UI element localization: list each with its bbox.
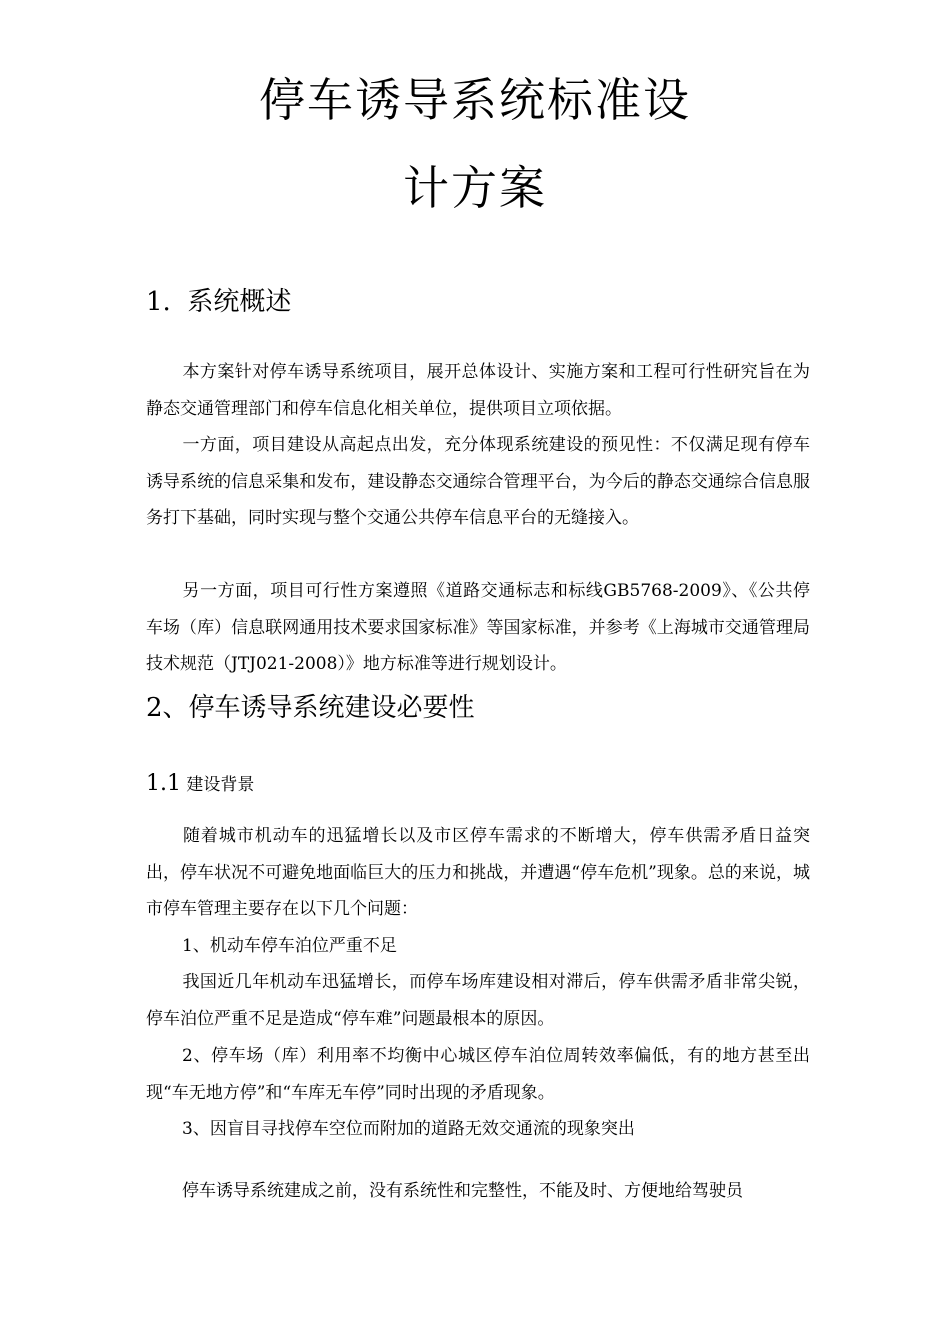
paragraph-4-text: 随着城市机动车的迅猛增长以及市区停车需求的不断增大，停车供需矛盾日益突出，停车状况不可避免地面临巨大的压力和挑战，并遭遇“停车危机”现象。总的来说，城市停车管理主要存在以下几个问题： (146, 826, 810, 920)
list-item-3 (146, 1111, 810, 1148)
paragraph-3-text: 另一方面，项目可行性方案遵照《道路交通标志和标线GB5768-2009》、《公共停车场（库）信息联网通用技术要求国家标准》等国家标准，并参考《上海城市交通管理局技术规范（JTJ021-2008）》地方标准等进行规划设计。 (146, 581, 810, 675)
paragraph-5-text: 我国近几年机动车迅猛增长，而停车场库建设相对滞后，停车供需矛盾非常尖锐，停车泊位严重不足是造成“停车难”问题最根本的原因。 (146, 972, 810, 1029)
section-heading-overview: 1. 系统概述 (146, 287, 292, 317)
list-item-1-text: 1、机动车停车泊位严重不足 (182, 936, 397, 956)
paragraph-1 (146, 354, 810, 427)
paragraph-6 (146, 1173, 810, 1210)
document-title-line-2: 计方案 (403, 161, 547, 215)
list-item-3-text: 3、因盲目寻找停车空位而附加的道路无效交通流的现象突出 (182, 1119, 635, 1139)
section-heading-necessity: 2、停车诱导系统建设必要性 (146, 693, 475, 723)
paragraph-1-text: 本方案针对停车诱导系统项目，展开总体设计、实施方案和工程可行性研究旨在为静态交通管理部门和停车信息化相关单位，提供项目立项依据。 (146, 362, 810, 419)
list-item-2 (146, 1038, 810, 1111)
paragraph-2 (146, 427, 810, 537)
subsection-heading (146, 771, 254, 798)
list-item-1 (146, 928, 810, 965)
list-item-2-text: 2、停车场（库）利用率不均衡中心城区停车泊位周转效率偏低，有的地方甚至出现“车无地方停”和“车库无车停”同时出现的矛盾现象。 (146, 1046, 810, 1103)
paragraph-4 (146, 818, 810, 928)
paragraph-5 (146, 964, 810, 1037)
subsection-label: 建设背景 (186, 775, 255, 795)
document-title-line-1: 停车诱导系统标准设 (259, 73, 691, 127)
paragraph-6-text: 停车诱导系统建成之前，没有系统性和完整性，不能及时、方便地给驾驶员 (182, 1181, 743, 1201)
subsection-number: 1.1 (146, 771, 181, 796)
paragraph-2-text: 一方面，项目建设从高起点出发，充分体现系统建设的预见性：不仅满足现有停车诱导系统的信息采集和发布，建设静态交通综合管理平台，为今后的静态交通综合信息服务打下基础，同时实现与整个交通公共停车信息平台的无缝接入。 (146, 435, 810, 529)
paragraph-3 (146, 573, 810, 683)
